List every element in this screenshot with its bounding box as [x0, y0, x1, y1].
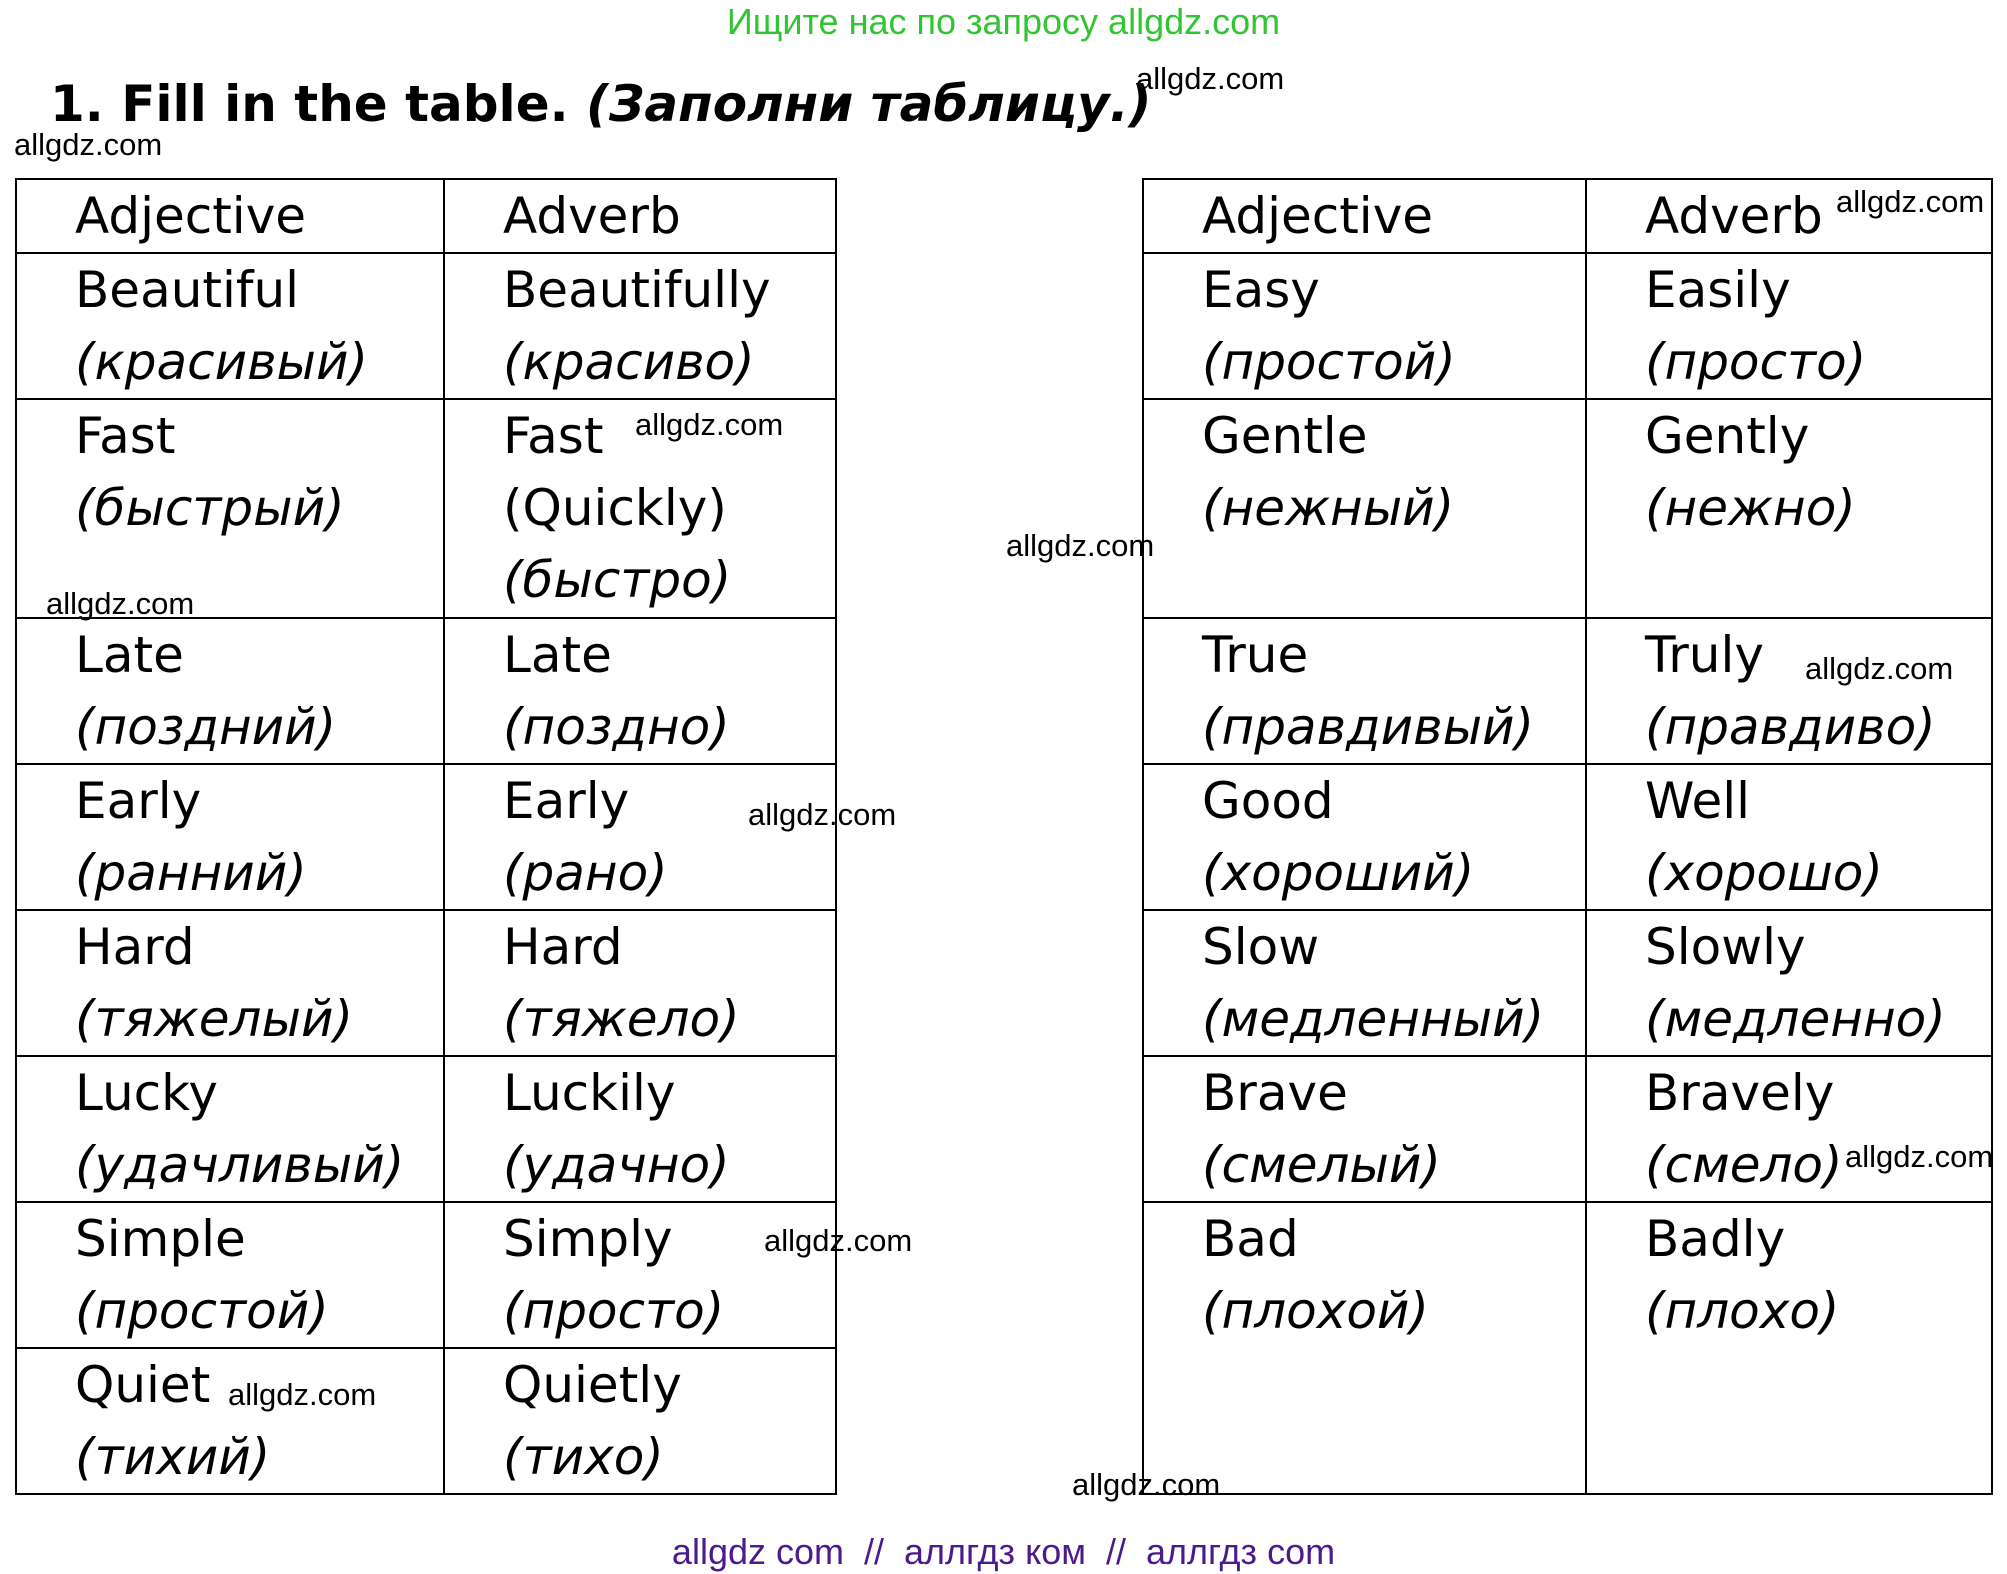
adjective-word: Lucky	[75, 1064, 218, 1122]
adjective-translation: (поздний)	[75, 698, 337, 756]
watermark: allgdz.com	[228, 1377, 377, 1412]
adjective-translation: (красивый)	[75, 333, 369, 391]
watermark: allgdz.com	[748, 797, 897, 832]
left-vocab-table	[15, 178, 837, 1495]
adverb-translation: (смело)	[1645, 1136, 1843, 1194]
adjective-word: Late	[75, 626, 184, 684]
adjective-translation: (простой)	[75, 1282, 329, 1340]
adjective-cell	[1143, 253, 1586, 399]
adverb-word: Easily	[1645, 261, 1791, 319]
adverb-translation: (красиво)	[503, 333, 755, 391]
adjective-cell	[16, 253, 444, 399]
adverb-word: Slowly	[1645, 918, 1806, 976]
table-row	[16, 253, 836, 399]
adjective-word: Early	[75, 772, 202, 830]
top-banner: Ищите нас по запросу allgdz.com	[726, 1, 1281, 42]
watermark: allgdz.com	[46, 586, 195, 621]
adverb-word: Luckily	[503, 1064, 676, 1122]
adjective-translation: (медленный)	[1202, 990, 1545, 1048]
adjective-cell	[16, 910, 444, 1056]
adverb-translation: (правдиво)	[1645, 698, 1936, 756]
adverb-translation: (просто)	[1645, 333, 1867, 391]
adverb-translation: (плохо)	[1645, 1282, 1840, 1340]
adjective-translation: (хороший)	[1202, 844, 1475, 902]
adverb-cell	[1586, 253, 1992, 399]
adverb-word: Hard	[503, 918, 623, 976]
table-row	[16, 1202, 836, 1348]
adverb-word: Quietly	[503, 1356, 682, 1414]
table-row	[16, 910, 836, 1056]
adverb-translation: (нежно)	[1645, 479, 1856, 537]
adverb-word: Beautifully	[503, 261, 771, 319]
adverb-translation: (поздно)	[503, 698, 730, 756]
adverb-word: Well	[1645, 772, 1751, 830]
adverb-word: Gently	[1645, 407, 1810, 465]
adverb-word: Simply	[503, 1210, 673, 1268]
adjective-word: Simple	[75, 1210, 246, 1268]
adverb-translation: (удачно)	[503, 1136, 730, 1194]
adjective-cell	[16, 1348, 444, 1494]
adverb-word: Bravely	[1645, 1064, 1835, 1122]
adjective-word: Good	[1202, 772, 1334, 830]
adjective-translation: (тяжелый)	[75, 990, 353, 1048]
adjective-word: True	[1202, 626, 1309, 684]
adverb-cell	[444, 618, 836, 764]
adjective-translation: (быстрый)	[75, 479, 345, 537]
adverb-cell	[444, 910, 836, 1056]
adverb-word: Fast	[503, 407, 604, 465]
watermark: allgdz.com	[1836, 184, 1985, 219]
table-row	[1143, 1056, 1992, 1202]
bottom-banner: allgdz com // аллгдз ком // аллгдз com	[671, 1531, 1336, 1572]
header-adjective: Adjective	[16, 179, 444, 253]
adverb-cell	[1586, 1202, 1992, 1494]
watermark: allgdz.com	[1845, 1139, 1994, 1174]
adverb-translation: (тяжело)	[503, 990, 740, 1048]
table-header-row	[16, 179, 836, 253]
table-row	[1143, 618, 1992, 764]
adverb-cell	[444, 1056, 836, 1202]
watermark: allgdz.com	[1006, 528, 1155, 563]
page-title	[50, 72, 1151, 136]
watermark: allgdz.com	[14, 127, 163, 162]
adjective-cell	[1143, 1202, 1586, 1494]
adjective-cell	[16, 1202, 444, 1348]
adjective-cell	[16, 1056, 444, 1202]
adjective-cell	[1143, 1056, 1586, 1202]
adverb-cell	[1586, 764, 1992, 910]
adjective-translation: (простой)	[1202, 333, 1456, 391]
adjective-word: Bad	[1202, 1210, 1299, 1268]
adverb-translation: (просто)	[503, 1282, 725, 1340]
right-vocab-table	[1142, 178, 1993, 1495]
adverb-translation: (медленно)	[1645, 990, 1946, 1048]
header-adverb: Adverb	[1586, 179, 1992, 253]
adjective-word: Gentle	[1202, 407, 1368, 465]
table-row	[1143, 1202, 1992, 1494]
adverb-word: Early	[503, 772, 630, 830]
table-row	[1143, 253, 1992, 399]
table-row	[16, 1348, 836, 1494]
adjective-cell	[16, 764, 444, 910]
title-english: 1. Fill in the table.	[50, 75, 569, 133]
adjective-translation: (ранний)	[75, 844, 307, 902]
adjective-word: Beautiful	[75, 261, 300, 319]
table-row	[16, 764, 836, 910]
adverb-alternative: (Quickly)	[503, 479, 727, 537]
adverb-cell	[1586, 1056, 1992, 1202]
watermark: allgdz.com	[764, 1223, 913, 1258]
adverb-cell	[444, 1348, 836, 1494]
adverb-translation: (тихо)	[503, 1428, 664, 1486]
table-row	[1143, 910, 1992, 1056]
adverb-cell	[1586, 910, 1992, 1056]
watermark: allgdz.com	[1072, 1467, 1221, 1502]
header-adjective: Adjective	[1143, 179, 1586, 253]
header-adverb: Adverb	[444, 179, 836, 253]
adjective-word: Brave	[1202, 1064, 1348, 1122]
adverb-translation: (рано)	[503, 844, 668, 902]
adverb-cell	[444, 764, 836, 910]
watermark: allgdz.com	[635, 407, 784, 442]
table-row	[16, 1056, 836, 1202]
watermark: allgdz.com	[1805, 651, 1954, 686]
adjective-word: Hard	[75, 918, 195, 976]
adverb-word: Late	[503, 626, 612, 684]
adjective-word: Quiet	[75, 1356, 211, 1414]
table-row	[1143, 399, 1992, 618]
adjective-word: Slow	[1202, 918, 1320, 976]
adjective-word: Easy	[1202, 261, 1320, 319]
adjective-translation: (плохой)	[1202, 1282, 1429, 1340]
adjective-cell	[1143, 618, 1586, 764]
adjective-cell	[16, 618, 444, 764]
adjective-cell	[1143, 399, 1586, 618]
adjective-translation: (правдивый)	[1202, 698, 1535, 756]
adjective-translation: (смелый)	[1202, 1136, 1441, 1194]
adjective-translation: (удачливый)	[75, 1136, 405, 1194]
adjective-translation: (нежный)	[1202, 479, 1455, 537]
adverb-translation: (хорошо)	[1645, 844, 1883, 902]
adjective-cell	[1143, 910, 1586, 1056]
adjective-word: Fast	[75, 407, 176, 465]
adverb-cell	[1586, 399, 1992, 618]
adverb-word: Badly	[1645, 1210, 1786, 1268]
watermark: allgdz.com	[1136, 61, 1285, 96]
table-row	[1143, 764, 1992, 910]
adverb-translation: (быстро)	[503, 551, 732, 609]
table-row	[16, 618, 836, 764]
adjective-translation: (тихий)	[75, 1428, 271, 1486]
title-russian: (Заполни таблицу.)	[586, 75, 1152, 133]
adjective-cell	[1143, 764, 1586, 910]
adverb-cell	[1586, 618, 1992, 764]
adverb-word: Truly	[1645, 626, 1764, 684]
adverb-cell	[444, 253, 836, 399]
